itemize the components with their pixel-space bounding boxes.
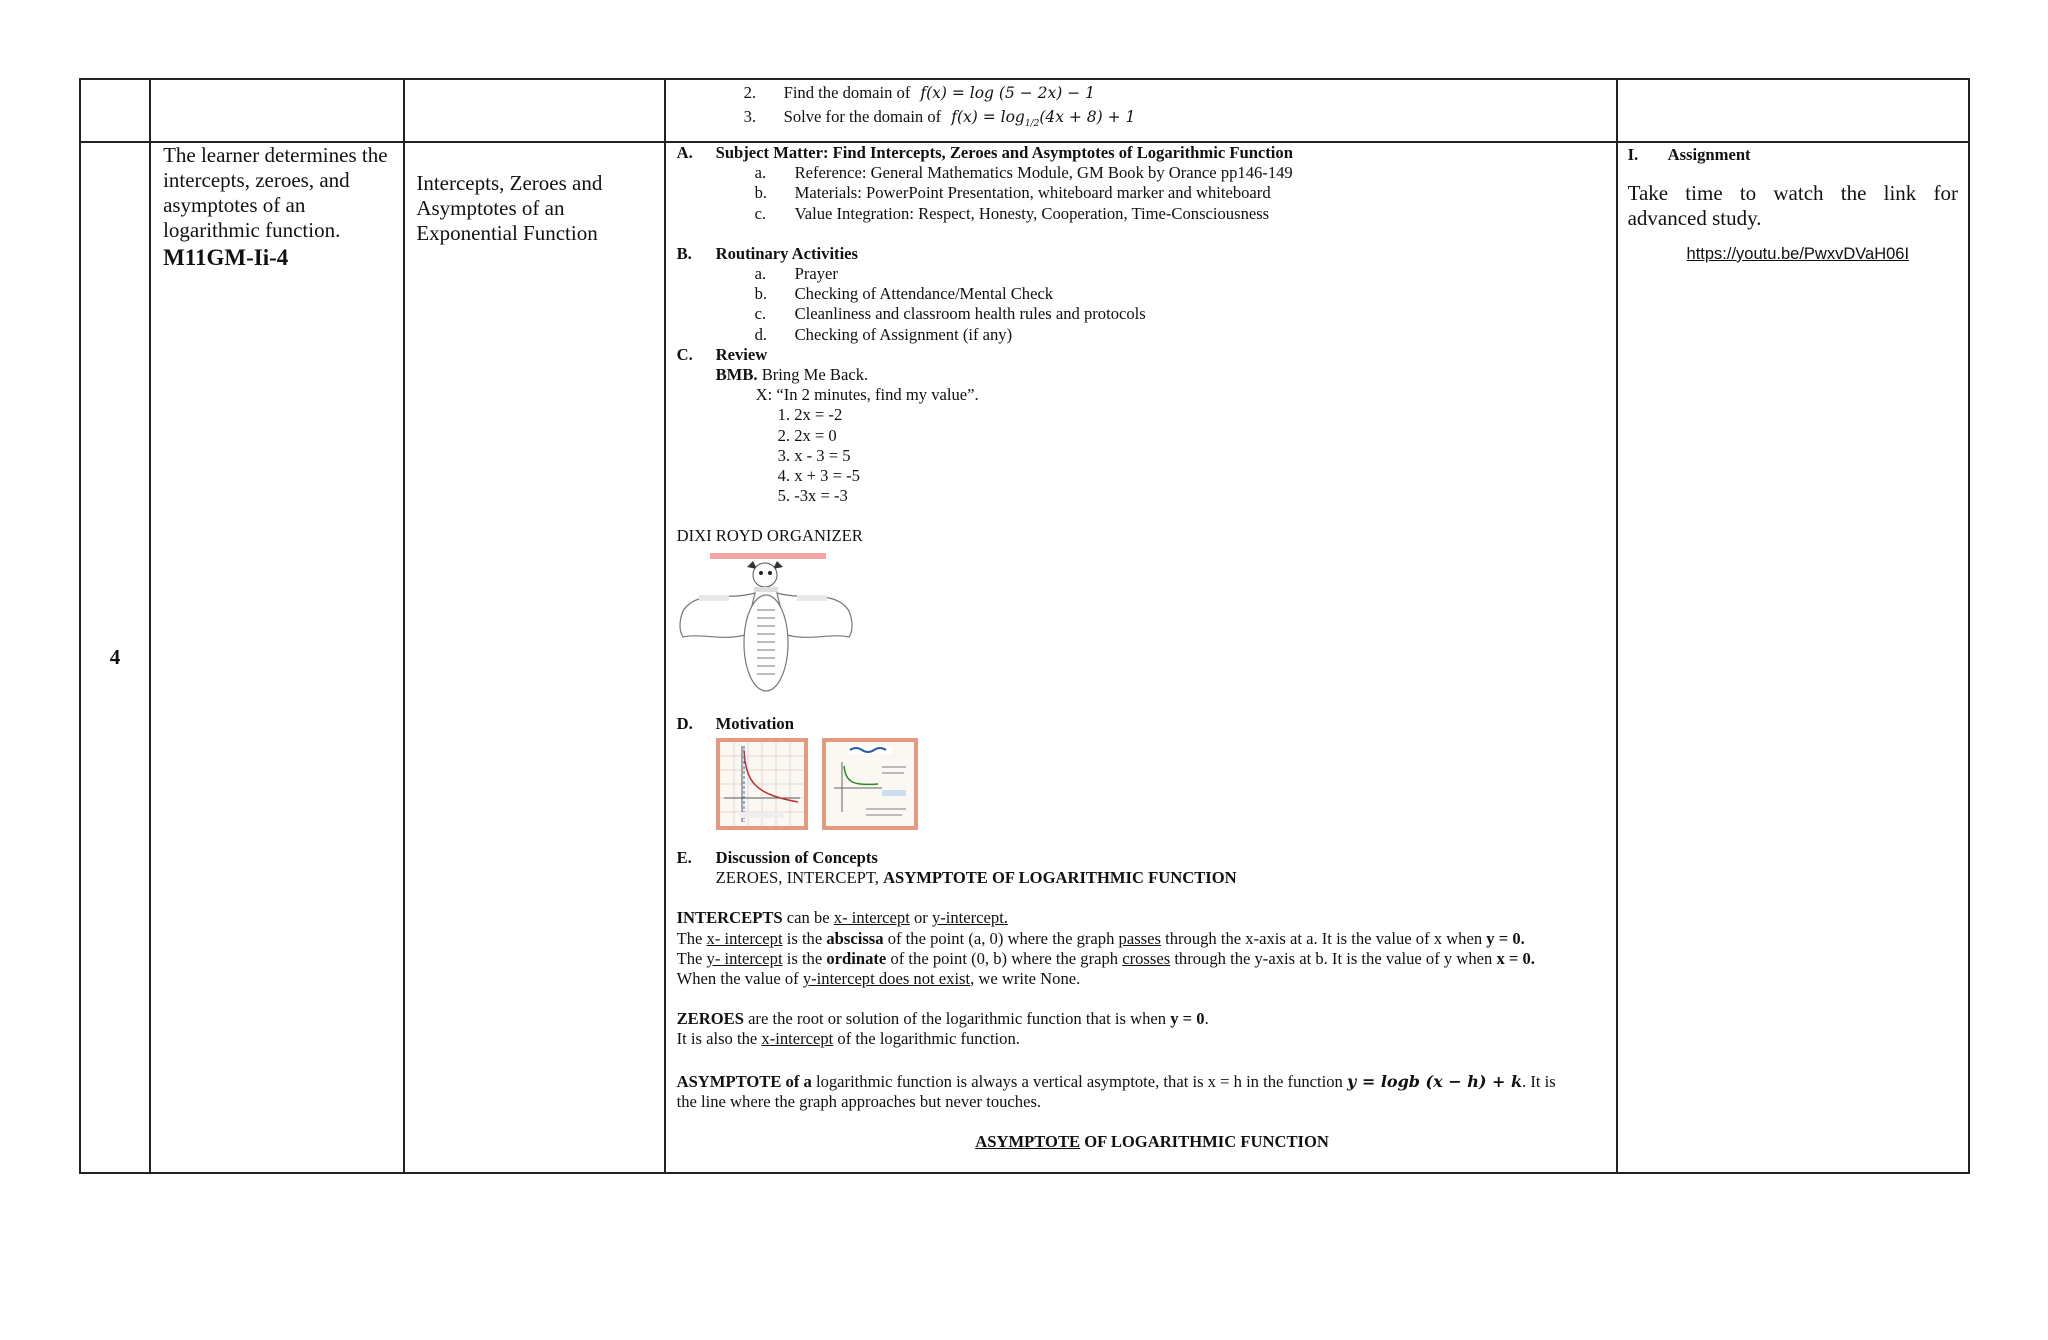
- list-item: [677, 325, 1608, 345]
- item-label: d.: [754, 324, 768, 344]
- learning-competency: [151, 143, 403, 270]
- text: of the point (0, b) where the graph: [886, 948, 1123, 968]
- assignment-cell: [1617, 142, 1969, 1173]
- intercepts-paragraph: [677, 908, 1608, 989]
- term-underlined: ASYMPTOTE: [975, 1132, 1081, 1152]
- asymptote-paragraph: [677, 1072, 1608, 1112]
- section-title: Review: [715, 344, 768, 364]
- list-item: [666, 107, 1616, 134]
- formula-base: f(x) = log: [951, 108, 1025, 127]
- review-instruction: X: “In 2 minutes, find my value”.: [755, 385, 979, 405]
- term: INTERCEPTS: [676, 908, 783, 928]
- list-item: 5. -3x = -3: [777, 486, 848, 506]
- term-underlined: y- intercept: [706, 948, 783, 968]
- item-label: b.: [754, 183, 768, 203]
- text: When the value of: [676, 969, 803, 989]
- text: It is also the: [676, 1029, 762, 1049]
- zeroes-paragraph: [677, 1009, 1608, 1049]
- list-item: [666, 83, 1616, 103]
- term: ASYMPTOTE of a: [676, 1071, 812, 1091]
- text: can be: [782, 908, 834, 928]
- section-letter: C.: [676, 344, 693, 364]
- lesson-plan-table: [79, 78, 1970, 1174]
- term: abscissa: [826, 928, 884, 948]
- assignment-heading: [1618, 143, 1968, 165]
- text: , we write None.: [970, 969, 1081, 989]
- closing-heading: [677, 1132, 1608, 1152]
- section-title: Motivation: [715, 713, 794, 733]
- list-item: [677, 183, 1608, 203]
- bmb-label: BMB.: [715, 365, 758, 385]
- discussion-subtitle: [677, 868, 1608, 888]
- procedure-cell: [665, 142, 1617, 1173]
- item-text: Prayer: [794, 264, 838, 284]
- list-item: 2. 2x = 0: [777, 425, 837, 445]
- table-row: [80, 142, 1969, 1173]
- topic-cell: [404, 142, 664, 1173]
- text: of the logarithmic function.: [833, 1029, 1020, 1049]
- dixi-royd-organizer-image: [677, 551, 857, 698]
- section-d-heading: [677, 714, 1608, 734]
- item-text: Cleanliness and classroom health rules and protocols: [794, 304, 1146, 324]
- item-label: a.: [754, 264, 767, 284]
- list-item: [677, 204, 1608, 224]
- item-text: Reference: General Mathematics Module, GM Book by Orance pp146-149: [794, 163, 1293, 183]
- assignment-number: I.: [1627, 145, 1639, 164]
- list-item: 1. 2x = -2: [777, 405, 843, 425]
- item-number: 2.: [743, 83, 757, 102]
- formula: f(x) = log (5 − 2x) − 1: [920, 84, 1095, 102]
- section-b-heading: [677, 244, 1608, 264]
- section-title: Discussion of Concepts: [715, 848, 878, 868]
- item-text: Checking of Assignment (if any): [794, 324, 1013, 344]
- item-text: Find the domain of: [783, 83, 911, 102]
- formula: [951, 107, 1135, 134]
- item-text: Value Integration: Respect, Honesty, Cooperation, Time-Consciousness: [794, 203, 1270, 223]
- video-link[interactable]: https://youtu.be/PwxvDVaH06I: [1686, 245, 1910, 263]
- formula-subscript: 1/2: [1024, 119, 1040, 130]
- assignment-title: Assignment: [1667, 145, 1751, 164]
- competency-cell: [150, 142, 404, 1173]
- motivation-asymptote-image: [822, 738, 918, 830]
- text: is the: [782, 928, 827, 948]
- section-letter: D.: [676, 713, 693, 733]
- item-text: Solve for the domain of: [783, 107, 942, 127]
- section-c-heading: [677, 345, 1608, 365]
- item-label: c.: [754, 304, 767, 324]
- motivation-graph-image: [716, 738, 808, 830]
- section-letter: B.: [676, 243, 692, 263]
- review-list: [677, 405, 1608, 506]
- organizer-title: DIXI ROYD ORGANIZER: [676, 526, 863, 546]
- text: of the point (a, 0) where the graph: [883, 928, 1119, 948]
- list-item: [677, 163, 1608, 183]
- subtitle-bold: ASYMPTOTE OF LOGARITHMIC FUNCTION: [883, 868, 1237, 888]
- topic-text: Intercepts, Zeroes and Asymptotes of an Exponential Function: [416, 171, 603, 245]
- competency-text: The learner determines the intercepts, zeroes, and asymptotes of an logarithmic function.: [163, 143, 388, 242]
- bmb-title: [677, 365, 1608, 385]
- table-row: [80, 79, 1969, 142]
- text: are the root or solution of the logarithmic function that is when: [743, 1009, 1171, 1029]
- list-item: [677, 284, 1608, 304]
- term-underlined: x-intercept: [761, 1029, 834, 1049]
- text: The: [676, 928, 707, 948]
- competency-cell: [150, 79, 404, 142]
- list-item: 3. x - 3 = 5: [777, 445, 851, 465]
- formula-rest: (4x + 8) + 1: [1039, 108, 1136, 127]
- competency-code: M11GM-Ii-4: [163, 245, 289, 270]
- item-label: b.: [754, 284, 768, 304]
- list-item: [677, 264, 1608, 284]
- section-letter: A.: [676, 143, 693, 162]
- text: The: [676, 948, 707, 968]
- term: ZEROES: [676, 1009, 744, 1029]
- term-underlined: crosses: [1122, 948, 1171, 968]
- text: or: [909, 908, 932, 928]
- text: the line where the graph approaches but never touches.: [676, 1091, 1042, 1111]
- topic-cell: [404, 79, 664, 142]
- term-underlined: y-intercept does not exist: [802, 969, 971, 989]
- item-label: c.: [754, 203, 767, 223]
- item-label: a.: [754, 163, 767, 183]
- text: through the x-axis at a. It is the value of x when: [1160, 928, 1487, 948]
- formula: y = logb (x − h) + k: [1347, 1071, 1523, 1091]
- term-underlined: y-intercept.: [931, 908, 1008, 928]
- term: x = 0.: [1496, 948, 1535, 968]
- section-title: Routinary Activities: [715, 243, 859, 263]
- text: logarithmic function is always a vertical asymptote, that is x = h in the function: [811, 1071, 1347, 1091]
- assignment-cell: [1617, 79, 1969, 142]
- text: .: [1204, 1009, 1209, 1029]
- term-underlined: passes: [1118, 928, 1161, 948]
- section-title: Subject Matter: Find Intercepts, Zeroes and Asymptotes of Logarithmic Function: [715, 143, 1293, 162]
- text: OF LOGARITHMIC FUNCTION: [1080, 1132, 1329, 1152]
- bmb-text: Bring Me Back.: [757, 365, 869, 385]
- section-a-heading: [677, 143, 1608, 163]
- procedure-cell: [665, 79, 1617, 142]
- assignment-text: Take time to watch the link for advanced study.: [1627, 181, 1958, 230]
- subtitle-plain: ZEROES, INTERCEPT,: [715, 868, 884, 888]
- term: ordinate: [826, 948, 887, 968]
- text: through the y-axis at b. It is the value of y when: [1170, 948, 1497, 968]
- list-item: [677, 304, 1608, 324]
- term: y = 0.: [1486, 928, 1525, 948]
- item-number: 3.: [743, 107, 757, 127]
- day-number: 4: [80, 142, 150, 1173]
- section-letter: E.: [676, 848, 692, 868]
- list-item: 4. x + 3 = -5: [777, 466, 860, 486]
- term: y = 0: [1170, 1009, 1205, 1029]
- item-text: Checking of Attendance/Mental Check: [794, 284, 1054, 304]
- day-cell: [80, 79, 150, 142]
- section-e-heading: [677, 848, 1608, 868]
- text: is the: [782, 948, 827, 968]
- motivation-images: [677, 738, 1608, 830]
- item-text: Materials: PowerPoint Presentation, whiteboard marker and whiteboard: [794, 183, 1271, 203]
- term-underlined: x- intercept: [706, 928, 783, 948]
- text: . It is: [1522, 1071, 1556, 1091]
- term-underlined: x- intercept: [833, 908, 910, 928]
